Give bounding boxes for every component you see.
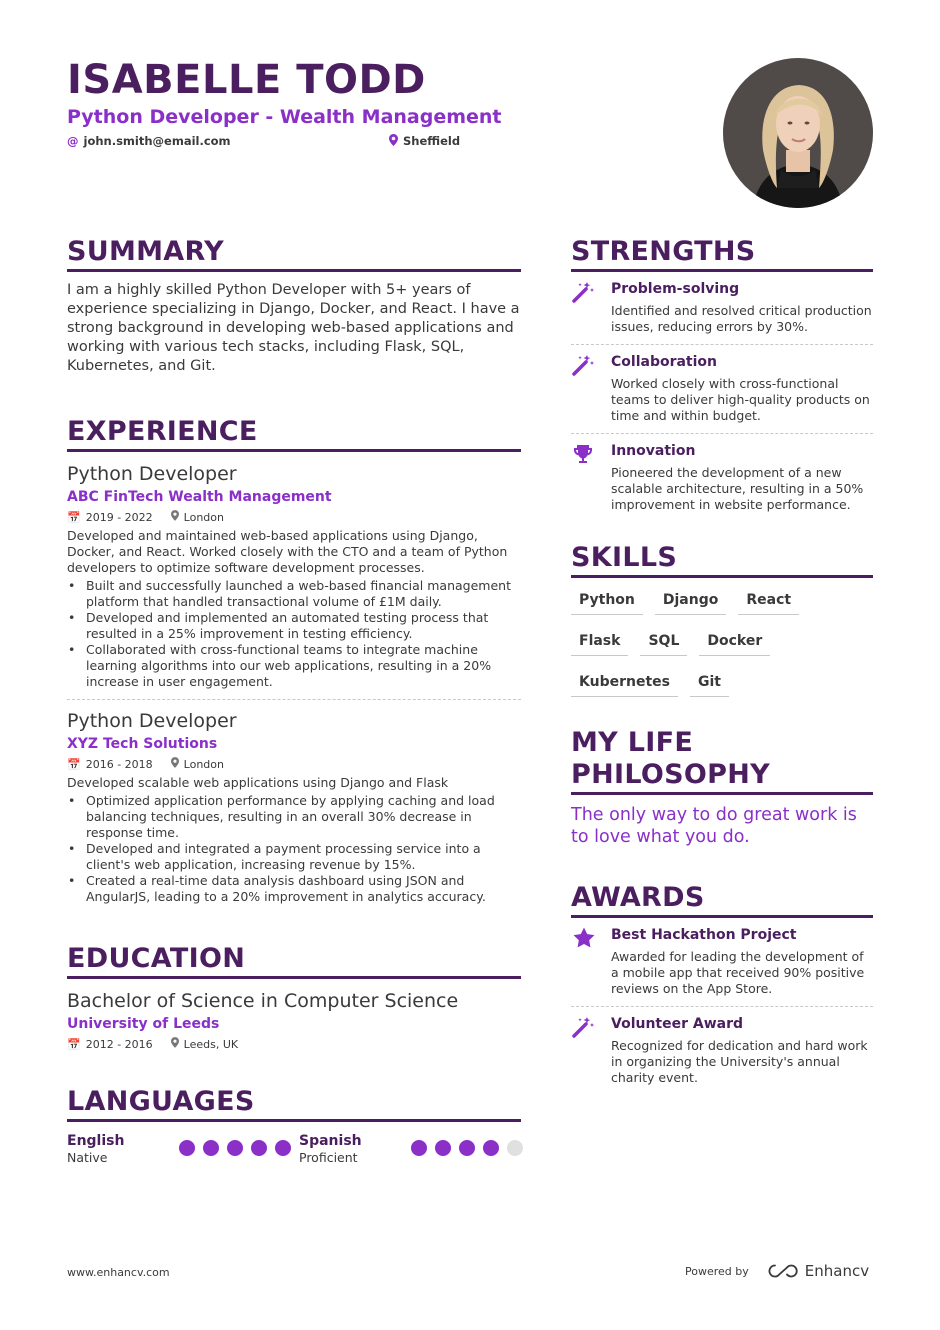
job-role: Python Developer <box>67 710 237 732</box>
job-description: Developed and maintained web-based applications using Django, Docker, and React. Worked closely with the CTO and a team of Python developers to optimize software development processes. <box>67 528 508 575</box>
skill-tag: SQL <box>640 628 687 656</box>
education-dates <box>67 1038 153 1051</box>
at-icon: @ <box>67 134 79 148</box>
skill-tag: React <box>738 587 799 615</box>
trophy-icon <box>571 442 611 513</box>
language-rating <box>411 1140 531 1166</box>
rating-dot-filled <box>179 1140 195 1156</box>
section-heading-languages: LANGUAGES <box>67 1086 521 1122</box>
location-text: London <box>183 757 224 771</box>
profile-photo <box>723 58 873 208</box>
enhancv-logo-icon <box>767 1263 799 1279</box>
resume-header <box>67 58 687 149</box>
awards-section <box>571 882 873 1095</box>
strength-item <box>571 434 873 522</box>
location-text: London <box>183 510 224 524</box>
job-description: Developed scalable web applications using Django and Flask <box>67 775 449 790</box>
job-role: Python Developer <box>67 463 237 485</box>
school-name: University of Leeds <box>67 1016 220 1032</box>
philosophy-section <box>571 727 873 848</box>
bullet-item: • Collaborated with cross-functional teams to integrate machine learning algorithms into our web applications, resulting in a 20% increase in user engagement. <box>67 642 521 690</box>
contact-email[interactable] <box>67 133 389 149</box>
skills-list <box>571 587 873 710</box>
brand-name: Enhancv <box>804 1262 870 1280</box>
job-dates <box>67 758 153 771</box>
experience-item <box>67 709 521 905</box>
section-heading-skills: SKILLS <box>571 542 873 578</box>
divider <box>67 699 521 700</box>
rating-dot-filled <box>411 1140 427 1156</box>
experience-item <box>67 462 521 690</box>
strength-item <box>571 272 873 345</box>
location-pin-icon <box>389 134 398 149</box>
skill-tag: Django <box>655 587 726 615</box>
job-bullets <box>67 578 521 690</box>
bullet-item: • Developed and integrated a payment processing service into a client's web application, increasing revenue by 15%. <box>67 841 521 873</box>
calendar-icon: 📅 <box>67 510 81 524</box>
strength-item <box>571 345 873 434</box>
rating-dot-filled <box>483 1140 499 1156</box>
left-column <box>67 236 521 1166</box>
rating-dot-filled <box>227 1140 243 1156</box>
strength-title: Problem-solving <box>611 281 740 297</box>
calendar-icon: 📅 <box>67 1037 81 1051</box>
avatar-illustration <box>723 58 873 208</box>
strength-title: Innovation <box>611 443 696 459</box>
email-text: john.smith@email.com <box>83 134 231 148</box>
contact-info <box>67 133 687 149</box>
location-pin-icon <box>171 1037 179 1051</box>
powered-by-label: Powered by <box>685 1264 749 1278</box>
education-meta <box>67 1036 521 1052</box>
magic-wand-icon <box>571 353 611 424</box>
skill-tag: Docker <box>699 628 770 656</box>
experience-section <box>67 416 521 905</box>
section-heading-summary: SUMMARY <box>67 236 521 272</box>
star-icon <box>571 926 611 997</box>
skills-section <box>571 542 873 710</box>
location-pin-icon <box>171 510 179 524</box>
rating-dot-filled <box>275 1140 291 1156</box>
strength-description: Pioneered the development of a new scalable architecture, resulting in a 50% improvement in website performance. <box>611 465 864 512</box>
rating-dot-filled <box>435 1140 451 1156</box>
education-location <box>171 1037 238 1051</box>
award-description: Recognized for dedication and hard work in organizing the University's annual charity event. <box>611 1038 868 1085</box>
strength-description: Identified and resolved critical production issues, reducing errors by 30%. <box>611 303 872 334</box>
language-level: Native <box>67 1150 108 1165</box>
award-title: Best Hackathon Project <box>611 927 797 943</box>
rating-dot-filled <box>203 1140 219 1156</box>
bullet-item: • Optimized application performance by applying caching and load balancing techniques, resulting in an overall 30% decrease in response time. <box>67 793 521 841</box>
right-column <box>571 236 873 1095</box>
language-name: Spanish <box>299 1133 362 1149</box>
philosophy-quote: The only way to do great work is to love what you do. <box>571 805 857 847</box>
section-heading-education: EDUCATION <box>67 943 521 979</box>
dates-text: 2016 - 2018 <box>85 757 153 771</box>
location-pin-icon <box>171 757 179 771</box>
contact-location <box>389 133 460 149</box>
calendar-icon: 📅 <box>67 757 81 771</box>
strength-description: Worked closely with cross-functional teams to deliver high-quality products on time and within budget. <box>611 376 870 423</box>
languages-section <box>67 1086 521 1166</box>
strengths-section <box>571 236 873 522</box>
rating-dot-filled <box>459 1140 475 1156</box>
language-rating <box>179 1140 299 1166</box>
bullet-item: • Created a real-time data analysis dashboard using JSON and AngularJS, leading to a 20% improvement in analytics accuracy. <box>67 873 521 905</box>
footer-website-link[interactable]: www.enhancv.com <box>67 1266 170 1279</box>
skill-tag: Git <box>690 669 729 697</box>
language-item <box>67 1132 299 1166</box>
location-text: Sheffield <box>403 134 461 148</box>
section-heading-awards: AWARDS <box>571 882 873 918</box>
rating-dot-empty <box>507 1140 523 1156</box>
bullet-item: • Developed and implemented an automated testing process that resulted in a 25% improvement in testing efficiency. <box>67 610 521 642</box>
language-name: English <box>67 1133 125 1149</box>
candidate-name: ISABELLE TODD <box>67 57 426 103</box>
magic-wand-icon <box>571 1015 611 1086</box>
degree-name: Bachelor of Science in Computer Science <box>67 990 459 1012</box>
summary-section <box>67 236 521 376</box>
skill-tag: Kubernetes <box>571 669 678 697</box>
location-text: Leeds, UK <box>183 1037 239 1051</box>
job-meta <box>67 509 521 525</box>
footer-branding <box>685 1262 869 1280</box>
brand-logo[interactable] <box>767 1262 869 1280</box>
company-name: ABC FinTech Wealth Management <box>67 489 332 505</box>
job-location <box>171 510 224 524</box>
skill-tag: Flask <box>571 628 628 656</box>
dates-text: 2012 - 2016 <box>85 1037 153 1051</box>
job-bullets <box>67 793 521 905</box>
award-item <box>571 918 873 1007</box>
job-dates <box>67 511 153 524</box>
section-heading-strengths: STRENGTHS <box>571 236 873 272</box>
job-meta <box>67 756 521 772</box>
award-item <box>571 1007 873 1095</box>
rating-dot-filled <box>251 1140 267 1156</box>
languages-list <box>67 1132 521 1166</box>
language-item <box>299 1132 531 1166</box>
company-name: XYZ Tech Solutions <box>67 736 218 752</box>
dates-text: 2019 - 2022 <box>85 510 153 524</box>
education-section <box>67 943 521 1052</box>
job-location <box>171 757 224 771</box>
language-level: Proficient <box>299 1150 358 1165</box>
award-title: Volunteer Award <box>611 1016 744 1032</box>
award-description: Awarded for leading the development of a mobile app that received 90% positive reviews on the App Store. <box>611 949 865 996</box>
section-heading-philosophy: MY LIFE PHILOSOPHY <box>571 727 873 795</box>
skill-tag: Python <box>571 587 643 615</box>
section-heading-experience: EXPERIENCE <box>67 416 521 452</box>
strength-title: Collaboration <box>611 354 718 370</box>
summary-text: I am a highly skilled Python Developer with 5+ years of experience specializing in Django, Docker, and React. I have a strong background in developing web-based applications and working with various tech stacks, including Flask, SQL, Kubernetes, and Git. <box>67 282 520 374</box>
bullet-item: • Built and successfully launched a web-based financial management platform that handled transactional volume of £1M daily. <box>67 578 521 610</box>
magic-wand-icon <box>571 280 611 335</box>
candidate-title: Python Developer - Wealth Management <box>67 106 502 128</box>
